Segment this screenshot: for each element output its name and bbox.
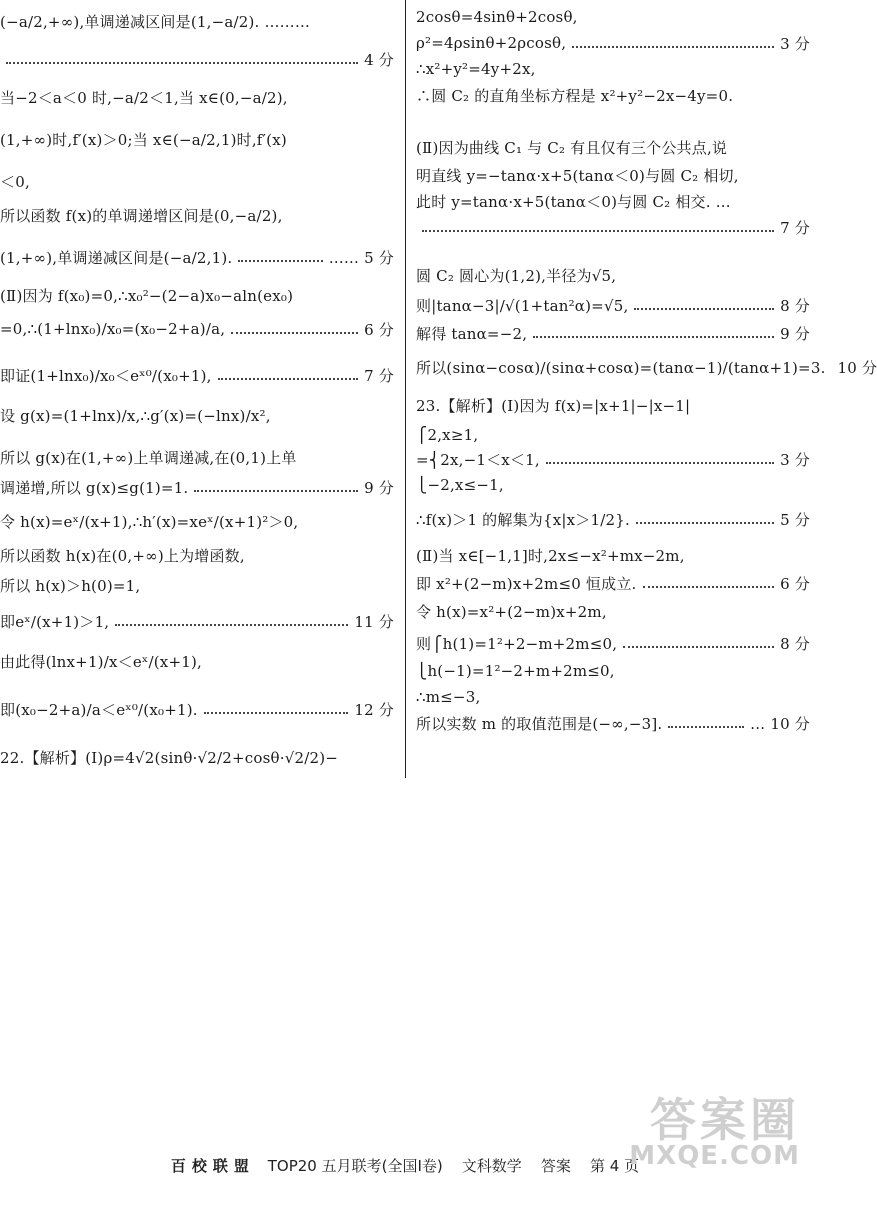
line-text: 当−2＜a＜0 时,−a/2＜1,当 x∈(0,−a/2), (0, 88, 288, 107)
line-text: ∴m≤−3, (416, 688, 481, 706)
text-line (0, 472, 394, 502)
line-text: 解得 tanα=−2, (416, 324, 528, 343)
line-text: 23.【解析】(Ⅰ)因为 f(x)=|x+1|−|x−1| (416, 396, 691, 415)
line-text: 22.【解析】(Ⅰ)ρ=4√2(sinθ·√2/2+cosθ·√2/2)− (0, 748, 339, 767)
dot-leader (6, 62, 358, 64)
line-text: 圆 C₂ 圆心为(1,2),半径为√5, (416, 266, 617, 285)
score-label: 7 分 (364, 366, 394, 385)
dot-leader (533, 336, 774, 338)
footer-exam: TOP20 五月联考(全国Ⅰ卷) (267, 1157, 443, 1175)
score-label: …… 5 分 (328, 248, 394, 267)
line-text: 即证(1+lnx₀)/x₀＜eˣ⁰/(x₀+1), (0, 366, 212, 385)
text-line (0, 606, 394, 636)
line-text: ＜0, (0, 172, 30, 191)
line-text: 所以函数 h(x)在(0,+∞)上为增函数, (0, 546, 245, 565)
text-line (0, 6, 394, 36)
score-label: 10 分 (837, 358, 877, 377)
line-text: 所以函数 f(x)的单调递增区间是(0,−a/2), (0, 206, 283, 225)
text-line (416, 568, 810, 598)
score-label: 9 分 (780, 324, 810, 343)
text-line (416, 352, 877, 382)
score-label: 6 分 (364, 320, 394, 339)
footer-page-number: 第 4 页 (589, 1157, 640, 1175)
site-watermark (629, 1093, 800, 1171)
score-label: 8 分 (780, 634, 810, 653)
line-text: (1,+∞),单调递减区间是(−a/2,1). (0, 248, 233, 267)
text-line (0, 124, 394, 154)
dot-leader (572, 46, 774, 48)
text-line (0, 82, 394, 112)
dot-leader (194, 490, 358, 492)
dot-leader (204, 712, 349, 714)
footer-kind: 答案 (540, 1157, 571, 1175)
line-text: (Ⅱ)因为 f(x₀)=0,∴x₀²−(2−a)x₀−aln(ex₀) (0, 286, 294, 305)
text-line (416, 596, 810, 626)
text-line (0, 646, 394, 676)
line-text: =⎨2x,−1＜x＜1, (416, 450, 540, 469)
text-line (416, 504, 810, 534)
line-text: ∴x²+y²=4y+2x, (416, 60, 536, 78)
line-text: 2cosθ=4sinθ+2cosθ, (416, 8, 578, 26)
text-line (0, 314, 394, 344)
footer-brand: 百校联盟 (170, 1157, 255, 1175)
line-text: 设 g(x)=(1+lnx)/x,∴g′(x)=(−lnx)/x², (0, 406, 271, 425)
text-line (416, 290, 810, 320)
score-label: 11 分 (354, 612, 394, 631)
score-label: 5 分 (780, 510, 810, 529)
text-line (416, 80, 810, 110)
text-line (0, 280, 394, 310)
line-text: 调递增,所以 g(x)≤g(1)=1. (0, 478, 189, 497)
text-line (0, 694, 394, 724)
text-line (0, 540, 394, 570)
dot-leader (422, 230, 774, 232)
dot-leader (623, 646, 774, 648)
text-line (416, 260, 810, 290)
watermark-url: MXQE.COM (629, 1141, 800, 1171)
line-text: (−a/2,+∞),单调递减区间是(1,−a/2). ……… (0, 12, 311, 31)
dot-leader (231, 332, 358, 334)
dot-leader (668, 726, 744, 728)
score-label: 9 分 (364, 478, 394, 497)
text-line (0, 570, 394, 600)
text-line (0, 200, 394, 230)
text-line (0, 400, 394, 430)
score-label: … 10 分 (750, 714, 810, 733)
text-line (416, 212, 810, 242)
line-text: (Ⅱ)当 x∈[−1,1]时,2x≤−x²+mx−2m, (416, 546, 685, 565)
text-line (416, 470, 810, 500)
text-line (0, 442, 394, 472)
text-line (416, 390, 810, 420)
line-text: 则|tanα−3|/√(1+tan²α)=√5, (416, 296, 629, 315)
score-label: 6 分 (780, 574, 810, 593)
text-line (0, 166, 394, 196)
line-text: 所以(sinα−cosα)/(sinα+cosα)=(tanα−1)/(tanα+1)=3. (416, 358, 826, 377)
text-line (416, 318, 810, 348)
line-text: 即 x²+(2−m)x+2m≤0 恒成立. (416, 574, 637, 593)
column-divider (405, 0, 406, 778)
line-text: (Ⅱ)因为曲线 C₁ 与 C₂ 有且仅有三个公共点,说 (416, 138, 728, 157)
line-text: ρ²=4ρsinθ+2ρcosθ, (416, 34, 567, 52)
line-text: 所以 g(x)在(1,+∞)上单调递减,在(0,1)上单 (0, 448, 297, 467)
line-text: 则⎧h(1)=1²+2−m+2m≤0, (416, 634, 618, 653)
score-label: 3 分 (780, 450, 810, 469)
text-line (416, 628, 810, 658)
line-text: (1,+∞)时,f′(x)＞0;当 x∈(−a/2,1)时,f′(x) (0, 130, 287, 149)
line-text: 令 h(x)=x²+(2−m)x+2m, (416, 602, 607, 621)
dot-leader (218, 378, 358, 380)
score-label: 7 分 (780, 218, 810, 237)
line-text: =0,∴(1+lnx₀)/x₀=(x₀−2+a)/a, (0, 320, 226, 338)
text-line (416, 708, 810, 738)
footer-subject: 文科数学 (461, 1157, 522, 1175)
text-line (416, 540, 810, 570)
watermark-logo-text: 答案圈 (650, 1093, 800, 1147)
score-label: 3 分 (780, 34, 810, 53)
line-text: 明直线 y=−tanα·x+5(tanα＜0)与圆 C₂ 相切, (416, 166, 739, 185)
line-text: ⎧2,x≥1, (416, 426, 479, 444)
text-line (0, 360, 394, 390)
dot-leader (546, 462, 774, 464)
text-line (0, 506, 394, 536)
line-text: 此时 y=tanα·x+5(tanα＜0)与圆 C₂ 相交. … (416, 192, 731, 211)
dot-leader (643, 586, 775, 588)
line-text: 所以 h(x)＞h(0)=1, (0, 576, 141, 595)
score-label: 8 分 (780, 296, 810, 315)
score-label: 12 分 (354, 700, 394, 719)
text-line (0, 742, 394, 772)
line-text: 即(x₀−2+a)/a＜eˣ⁰/(x₀+1). (0, 700, 198, 719)
text-line (0, 242, 394, 272)
line-text: 即eˣ/(x+1)＞1, (0, 612, 110, 631)
line-text: 令 h(x)=eˣ/(x+1),∴h′(x)=xeˣ/(x+1)²＞0, (0, 512, 299, 531)
line-text: ∴圆 C₂ 的直角坐标方程是 x²+y²−2x−4y=0. (416, 86, 734, 105)
text-line (0, 44, 394, 74)
line-text: 由此得(lnx+1)/x＜eˣ/(x+1), (0, 652, 202, 671)
dot-leader (634, 308, 774, 310)
text-line (416, 132, 810, 162)
dot-leader (238, 260, 322, 262)
dot-leader (636, 522, 774, 524)
line-text: ⎩h(−1)=1²−2+m+2m≤0, (416, 662, 615, 680)
dot-leader (115, 624, 348, 626)
line-text: ∴f(x)＞1 的解集为{x|x＞1/2}. (416, 510, 630, 529)
score-label: 4 分 (364, 50, 394, 69)
line-text: 所以实数 m 的取值范围是(−∞,−3]. (416, 714, 663, 733)
line-text: ⎩−2,x≤−1, (416, 476, 504, 494)
